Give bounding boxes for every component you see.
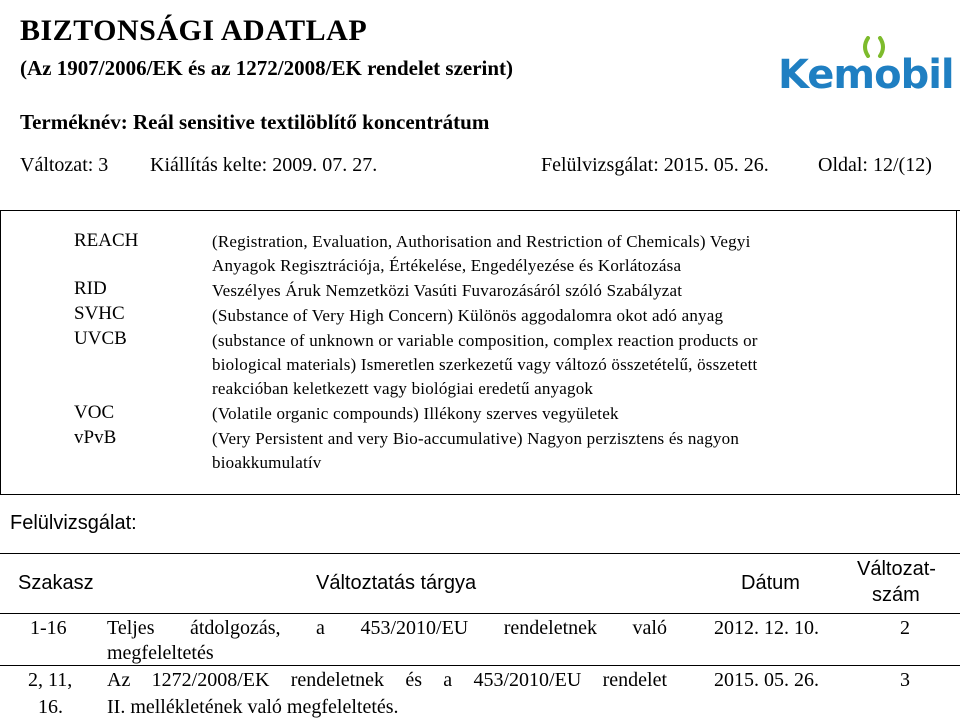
issue-date: Kiállítás kelte: 2009. 07. 27. <box>150 154 378 176</box>
row2-section-line1: 2, 11, <box>28 669 73 691</box>
logo-text: Kemobil <box>778 52 954 98</box>
abbr-uvcb: UVCB <box>74 328 127 349</box>
page-number: Oldal: 12/(12) <box>818 154 932 176</box>
divider <box>0 665 960 666</box>
version-text: Változat: 3 <box>20 154 109 176</box>
abbr-voc: VOC <box>74 402 115 423</box>
row1-version: 2 <box>900 617 910 639</box>
company-logo <box>778 36 954 108</box>
column-header-subject: Változtatás tárgya <box>316 572 477 594</box>
def-reach-line1: (Registration, Evaluation, Authorisation and Restriction of Chemicals) Vegyi <box>212 232 751 251</box>
document-title: BIZTONSÁGI ADATLAP <box>20 14 368 47</box>
row1-date: 2012. 12. 10. <box>714 617 819 639</box>
divider <box>0 553 960 554</box>
def-rid: Veszélyes Áruk Nemzetközi Vasúti Fuvarozásáról szóló Szabályzat <box>212 281 683 300</box>
row2-section-line2: 16. <box>38 696 63 718</box>
abbr-rid: RID <box>74 278 107 299</box>
def-voc: (Volatile organic compounds) Illékony szerves vegyületek <box>212 404 619 423</box>
row2-date: 2015. 05. 26. <box>714 669 819 691</box>
divider <box>0 210 960 211</box>
row1-subject-line2: megfeleltetés <box>107 642 214 664</box>
product-name: Terméknév: Reál sensitive textilöblítő koncentrátum <box>20 110 490 134</box>
column-header-version-line1: Változat- <box>857 558 936 580</box>
abbr-vpvb: vPvB <box>74 427 117 448</box>
def-vpvb-line2: bioakkumulatív <box>212 453 322 472</box>
divider <box>0 613 960 614</box>
def-svhc: (Substance of Very High Concern) Különös aggodalomra okot adó anyag <box>212 306 724 325</box>
divider <box>0 494 960 495</box>
row1-section: 1-16 <box>30 617 67 639</box>
divider <box>0 210 1 495</box>
column-header-section: Szakasz <box>18 572 94 594</box>
def-uvcb-line1: (substance of unknown or variable composition, complex reaction products or <box>212 331 758 350</box>
document-subtitle: (Az 1907/2006/EK és az 1272/2008/EK rendelet szerint) <box>20 56 514 80</box>
def-uvcb-line3: reakcióban keletkezett vagy biológiai eredetű anyagok <box>212 379 594 398</box>
row2-subject-line1: Az 1272/2008/EK rendeletnek és a 453/2010/EU rendelet <box>107 669 667 691</box>
abbr-svhc: SVHC <box>74 303 125 324</box>
divider <box>956 210 957 495</box>
def-uvcb-line2: biological materials) Ismeretlen szerkezetű vagy változó összetételű, összetett <box>212 355 758 374</box>
row2-version: 3 <box>900 669 910 691</box>
def-reach-line2: Anyagok Regisztrációja, Értékelése, Engedélyezése és Korlátozása <box>212 256 682 275</box>
def-vpvb-line1: (Very Persistent and very Bio-accumulative) Nagyon perzisztens és nagyon <box>212 429 740 448</box>
column-header-version-line2: szám <box>872 584 920 606</box>
abbr-reach: REACH <box>74 230 139 251</box>
row1-subject-line1: Teljes átdolgozás, a 453/2010/EU rendeletnek való <box>107 617 667 639</box>
revision-label: Felülvizsgálat: <box>10 512 137 534</box>
review-date: Felülvizsgálat: 2015. 05. 26. <box>541 154 769 176</box>
column-header-date: Dátum <box>741 572 800 594</box>
row2-subject-line2: II. mellékletének való megfeleltetés. <box>107 696 399 718</box>
